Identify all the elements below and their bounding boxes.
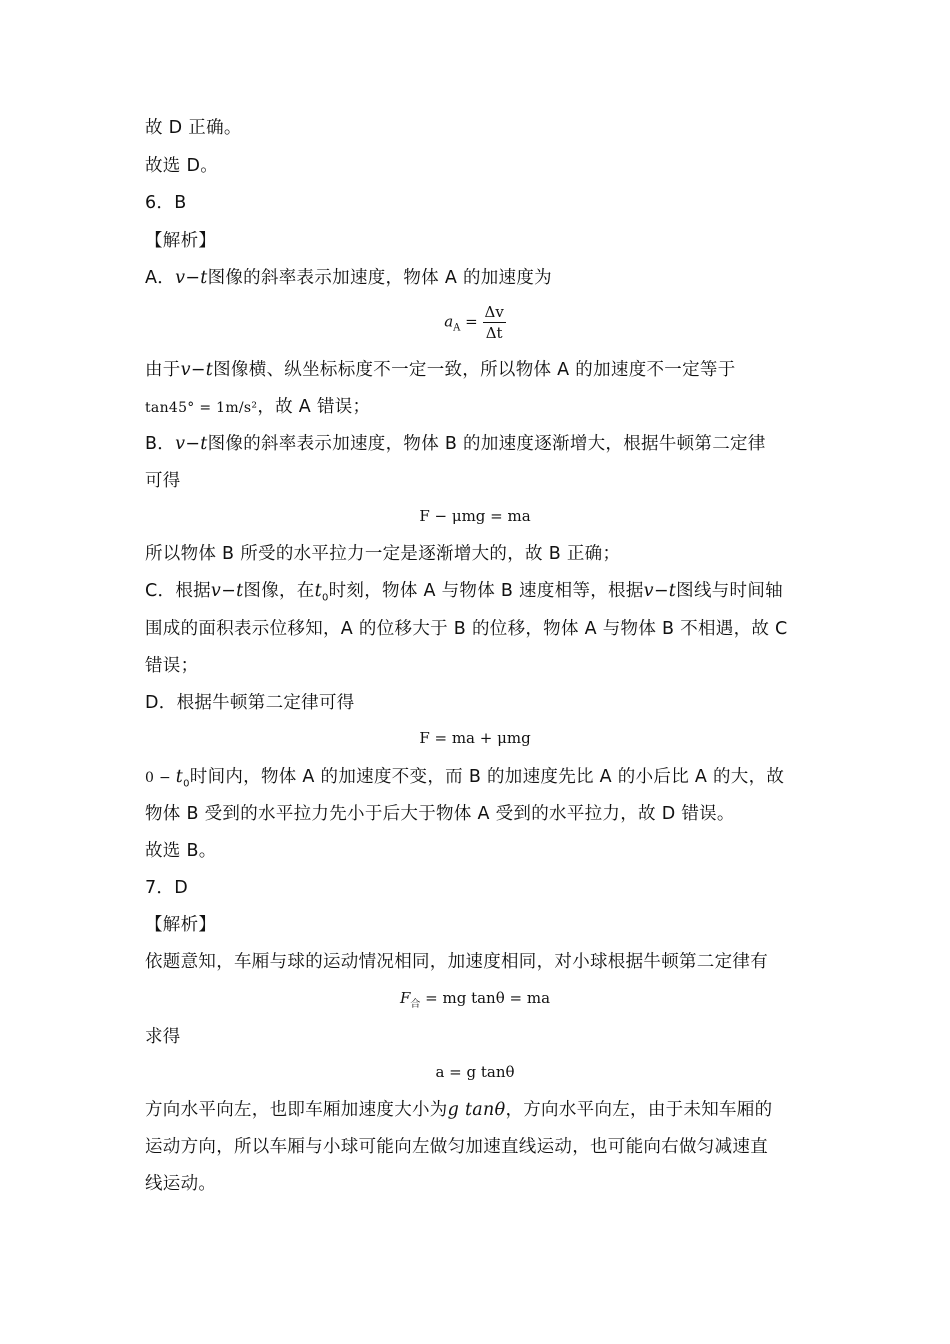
- inline-math: tan45° = 1m/s²: [145, 400, 258, 416]
- text-span: 图像横、纵坐标标度不一定一致，所以物体 A 的加速度不一定等于: [213, 360, 736, 380]
- text-line: [145, 1097, 772, 1123]
- text-line: [145, 357, 736, 383]
- eq-symbol: F: [399, 989, 411, 1007]
- text-line: [145, 431, 766, 457]
- text-span: ，方向水平向左，由于未知车厢的: [505, 1100, 773, 1120]
- option-label: A．: [145, 268, 176, 288]
- t0-subscript: 0: [183, 778, 190, 790]
- text-line: [145, 394, 370, 421]
- text-line: 可得: [145, 471, 181, 491]
- eq-subscript: 合: [410, 999, 421, 1010]
- text-line: [145, 764, 784, 798]
- analysis-heading: 【解析】: [145, 915, 217, 935]
- fraction-numerator: Δv: [484, 303, 504, 321]
- option-label: B．: [145, 434, 176, 454]
- equation: F = ma + μmg: [419, 729, 531, 747]
- vt-math: v−t: [175, 434, 208, 454]
- text-span: 图像，在: [243, 581, 315, 601]
- question-number: 6．B: [145, 193, 187, 213]
- text-span: 图像的斜率表示加速度，物体 B 的加速度逐渐增大，根据牛顿第二定律: [207, 434, 766, 454]
- text-line: 求得: [145, 1027, 181, 1047]
- t0-math: t: [175, 767, 184, 787]
- text-line: 物体 B 受到的水平拉力先小于后大于物体 A 受到的水平拉力，故 D 错误。: [145, 804, 735, 824]
- text-line: 依题意知，车厢与球的运动情况相同，加速度相同，对小球根据牛顿第二定律有: [145, 952, 768, 972]
- t0-subscript: 0: [321, 592, 329, 604]
- text-line: 线运动。: [145, 1174, 217, 1194]
- vt-math: v−t: [180, 360, 214, 380]
- eq-rhs: = mg tanθ = ma: [420, 989, 551, 1007]
- text-line: 故 D 正确。: [145, 118, 242, 138]
- text-line: 故选 D。: [145, 156, 219, 176]
- text-line: 所以物体 B 所受的水平拉力一定是逐渐增大的，故 B 正确；: [145, 544, 621, 564]
- range-math: 0 −: [145, 770, 176, 786]
- text-span: 由于: [145, 360, 181, 380]
- text-line: 错误；: [145, 656, 199, 676]
- text-span: 方向水平向左，也即车厢加速度大小为: [145, 1100, 448, 1120]
- text-span: 图线与时间轴: [676, 581, 783, 601]
- equation: a = g tanθ: [435, 1063, 515, 1081]
- eq-subscript: A: [453, 322, 461, 334]
- analysis-heading: 【解析】: [145, 231, 217, 251]
- text-line: [145, 578, 783, 612]
- text-line: D．根据牛顿第二定律可得: [145, 693, 355, 713]
- vt-math: v−t: [175, 268, 208, 288]
- text-line: 围成的面积表示位移知，A 的位移大于 B 的位移，物体 A 与物体 B 不相遇，故 C: [145, 619, 788, 639]
- question-number: 7．D: [145, 878, 189, 898]
- text-span: C．根据: [145, 581, 211, 601]
- text-span: 图像的斜率表示加速度，物体 A 的加速度为: [207, 268, 552, 288]
- t0-math: t: [314, 581, 322, 601]
- eq-symbol: a: [444, 312, 454, 331]
- fraction-denominator: Δt: [485, 324, 503, 342]
- fraction: [483, 302, 506, 343]
- gtan-math: g tanθ: [447, 1100, 506, 1120]
- equation-aA: [0, 302, 950, 343]
- text-span: 时间内，物体 A 的加速度不变，而 B 的加速度先比 A 的小后比 A 的大，故: [189, 767, 785, 787]
- text-span: 时刻，物体 A 与物体 B 速度相等，根据: [328, 581, 644, 601]
- text-span: ，故 A 错误；: [257, 397, 371, 417]
- text-line: 运动方向，所以车厢与小球可能向左做匀加速直线运动，也可能向右做匀减速直: [145, 1137, 768, 1157]
- equation: F − μmg = ma: [419, 507, 531, 525]
- eq-equals: =: [465, 312, 483, 331]
- vt-math: v−t: [643, 581, 677, 601]
- text-line: [145, 265, 552, 291]
- vt-math: v−t: [210, 581, 244, 601]
- text-line: 故选 B。: [145, 841, 217, 861]
- equation: [0, 987, 950, 1016]
